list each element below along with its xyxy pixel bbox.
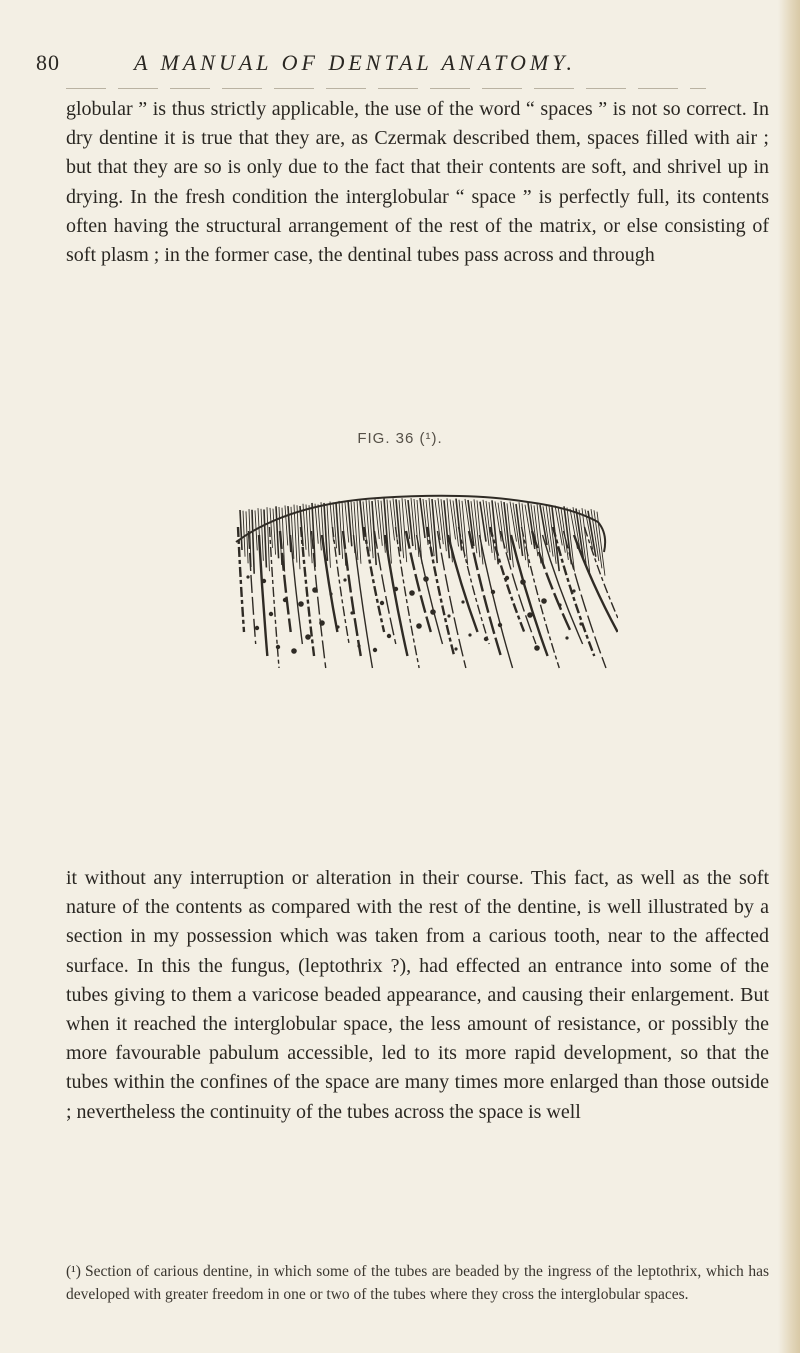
bead-dot — [357, 644, 360, 647]
bead-dot — [262, 579, 266, 583]
bead-dot — [373, 648, 377, 652]
hatch-line — [267, 507, 269, 571]
bead-dot — [343, 578, 346, 581]
bead-dot — [430, 609, 436, 615]
bead-dot — [498, 623, 502, 627]
tubule-line — [343, 531, 361, 656]
running-title: A MANUAL OF DENTAL ANATOMY. — [134, 50, 576, 75]
bead-dot — [298, 601, 304, 607]
bead-dot — [380, 601, 384, 605]
bead-dot — [484, 637, 488, 641]
tubule-line — [280, 531, 291, 632]
hatch-line — [252, 510, 254, 574]
hatch-line — [456, 499, 462, 551]
dentine-tubules-figure — [228, 482, 618, 682]
hatch-line — [240, 510, 242, 550]
figure-caption: FIG. 36 (¹). — [357, 430, 443, 447]
bead-dot — [394, 587, 398, 591]
bead-dot — [276, 645, 280, 649]
tubule-line — [501, 531, 536, 644]
tubule-line — [543, 535, 583, 644]
footnote-text: Section of carious dentine, in which some of the tubes are beaded by the ingress of the leptothrix, which has developed with greater freedom in one or two of the tubes where they cross the interglobular spaces. — [66, 1263, 769, 1303]
hatch-line — [264, 510, 266, 568]
bead-dot — [423, 576, 429, 582]
bead-dot — [558, 603, 561, 606]
tubule-line — [333, 527, 350, 644]
bead-dot — [527, 612, 533, 618]
hatch-line — [426, 500, 431, 552]
paragraph-bottom: it without any interruption or alteration in their course. This fact, as well as the soft nature of the contents as compared with the rest of the dentine, is well illustrated by a section in my possession which was taken from a carious tooth, near to the affected surface. In this the fungus, (leptothrix ?), had effected an entrance into some of the tubes giving to them a varicose beaded appearance, and causing their enlargement. But when it reached the interglobular space, the less amount of resistance, or possibly the more favourable pabulum accessible, led to its more rapid development, so that the tubes within the confines of the space are many times more enlarged than those outside ; nevertheless the continuity of the tubes across the space is well — [66, 867, 769, 1123]
bead-dot — [387, 634, 391, 638]
hatch-line — [243, 511, 245, 557]
bead-dot — [447, 614, 450, 617]
footnote-marker: (¹) — [66, 1263, 81, 1280]
hatch-line — [306, 504, 309, 556]
hatch-line — [246, 511, 248, 563]
bead-dot — [319, 620, 325, 626]
hatch-line — [420, 498, 425, 538]
bead-dot — [269, 612, 273, 616]
bead-dot — [409, 590, 415, 596]
page-number: 80 — [36, 50, 60, 75]
hatch-line — [450, 499, 456, 539]
bead-dot — [572, 589, 575, 592]
bead-dot — [520, 579, 526, 585]
bead-dot — [255, 626, 259, 630]
page-edge-shadow — [778, 0, 800, 1353]
bead-dot — [291, 648, 297, 654]
bead-dot — [534, 645, 540, 651]
hatch-line — [444, 500, 449, 558]
hatch-line — [285, 505, 288, 545]
bead-dot — [565, 636, 568, 639]
bead-dot — [305, 634, 311, 640]
footnote — [66, 1260, 769, 1306]
tubule-line — [249, 531, 256, 644]
hatch-line — [273, 509, 276, 555]
bead-dot — [505, 576, 509, 580]
hatch-line — [474, 499, 480, 557]
bead-dot — [541, 598, 547, 604]
hatch-line — [276, 506, 279, 558]
hatch-line — [297, 505, 300, 569]
bead-dot — [246, 575, 249, 578]
hatch-line — [480, 502, 486, 542]
hatch-line — [315, 504, 318, 544]
bead-dot — [454, 647, 457, 650]
bead-dot — [468, 633, 471, 636]
bead-dot — [416, 623, 422, 629]
bead-dot — [329, 592, 332, 595]
page-header — [36, 50, 756, 80]
header-rule — [66, 88, 706, 89]
bead-dot — [283, 598, 287, 602]
bead-dot — [336, 625, 339, 628]
bead-dot — [491, 590, 495, 594]
bead-dot — [461, 600, 464, 603]
bead-dot — [312, 587, 318, 593]
hatch-line — [261, 509, 263, 561]
paragraph-top: globular ” is thus strictly applicable, the use of the word “ spaces ” is not so correct. In dry dentine it is true that they are, as Czermak described them, spaces filled with air ; but that they are so is only due to the fact that their contents are soft, and shrivel up in drying. In the fresh condition the interglobular “ space ” is perfectly full, its contents often having the structural arrangement of the rest of the matrix, or else consisting of soft plasm ; in the former case, the dentinal tubes pass across and through — [66, 98, 769, 267]
bead-dot — [579, 622, 582, 625]
hatch-line — [288, 506, 291, 552]
hatch-line — [414, 499, 419, 557]
bead-dot — [350, 611, 353, 614]
